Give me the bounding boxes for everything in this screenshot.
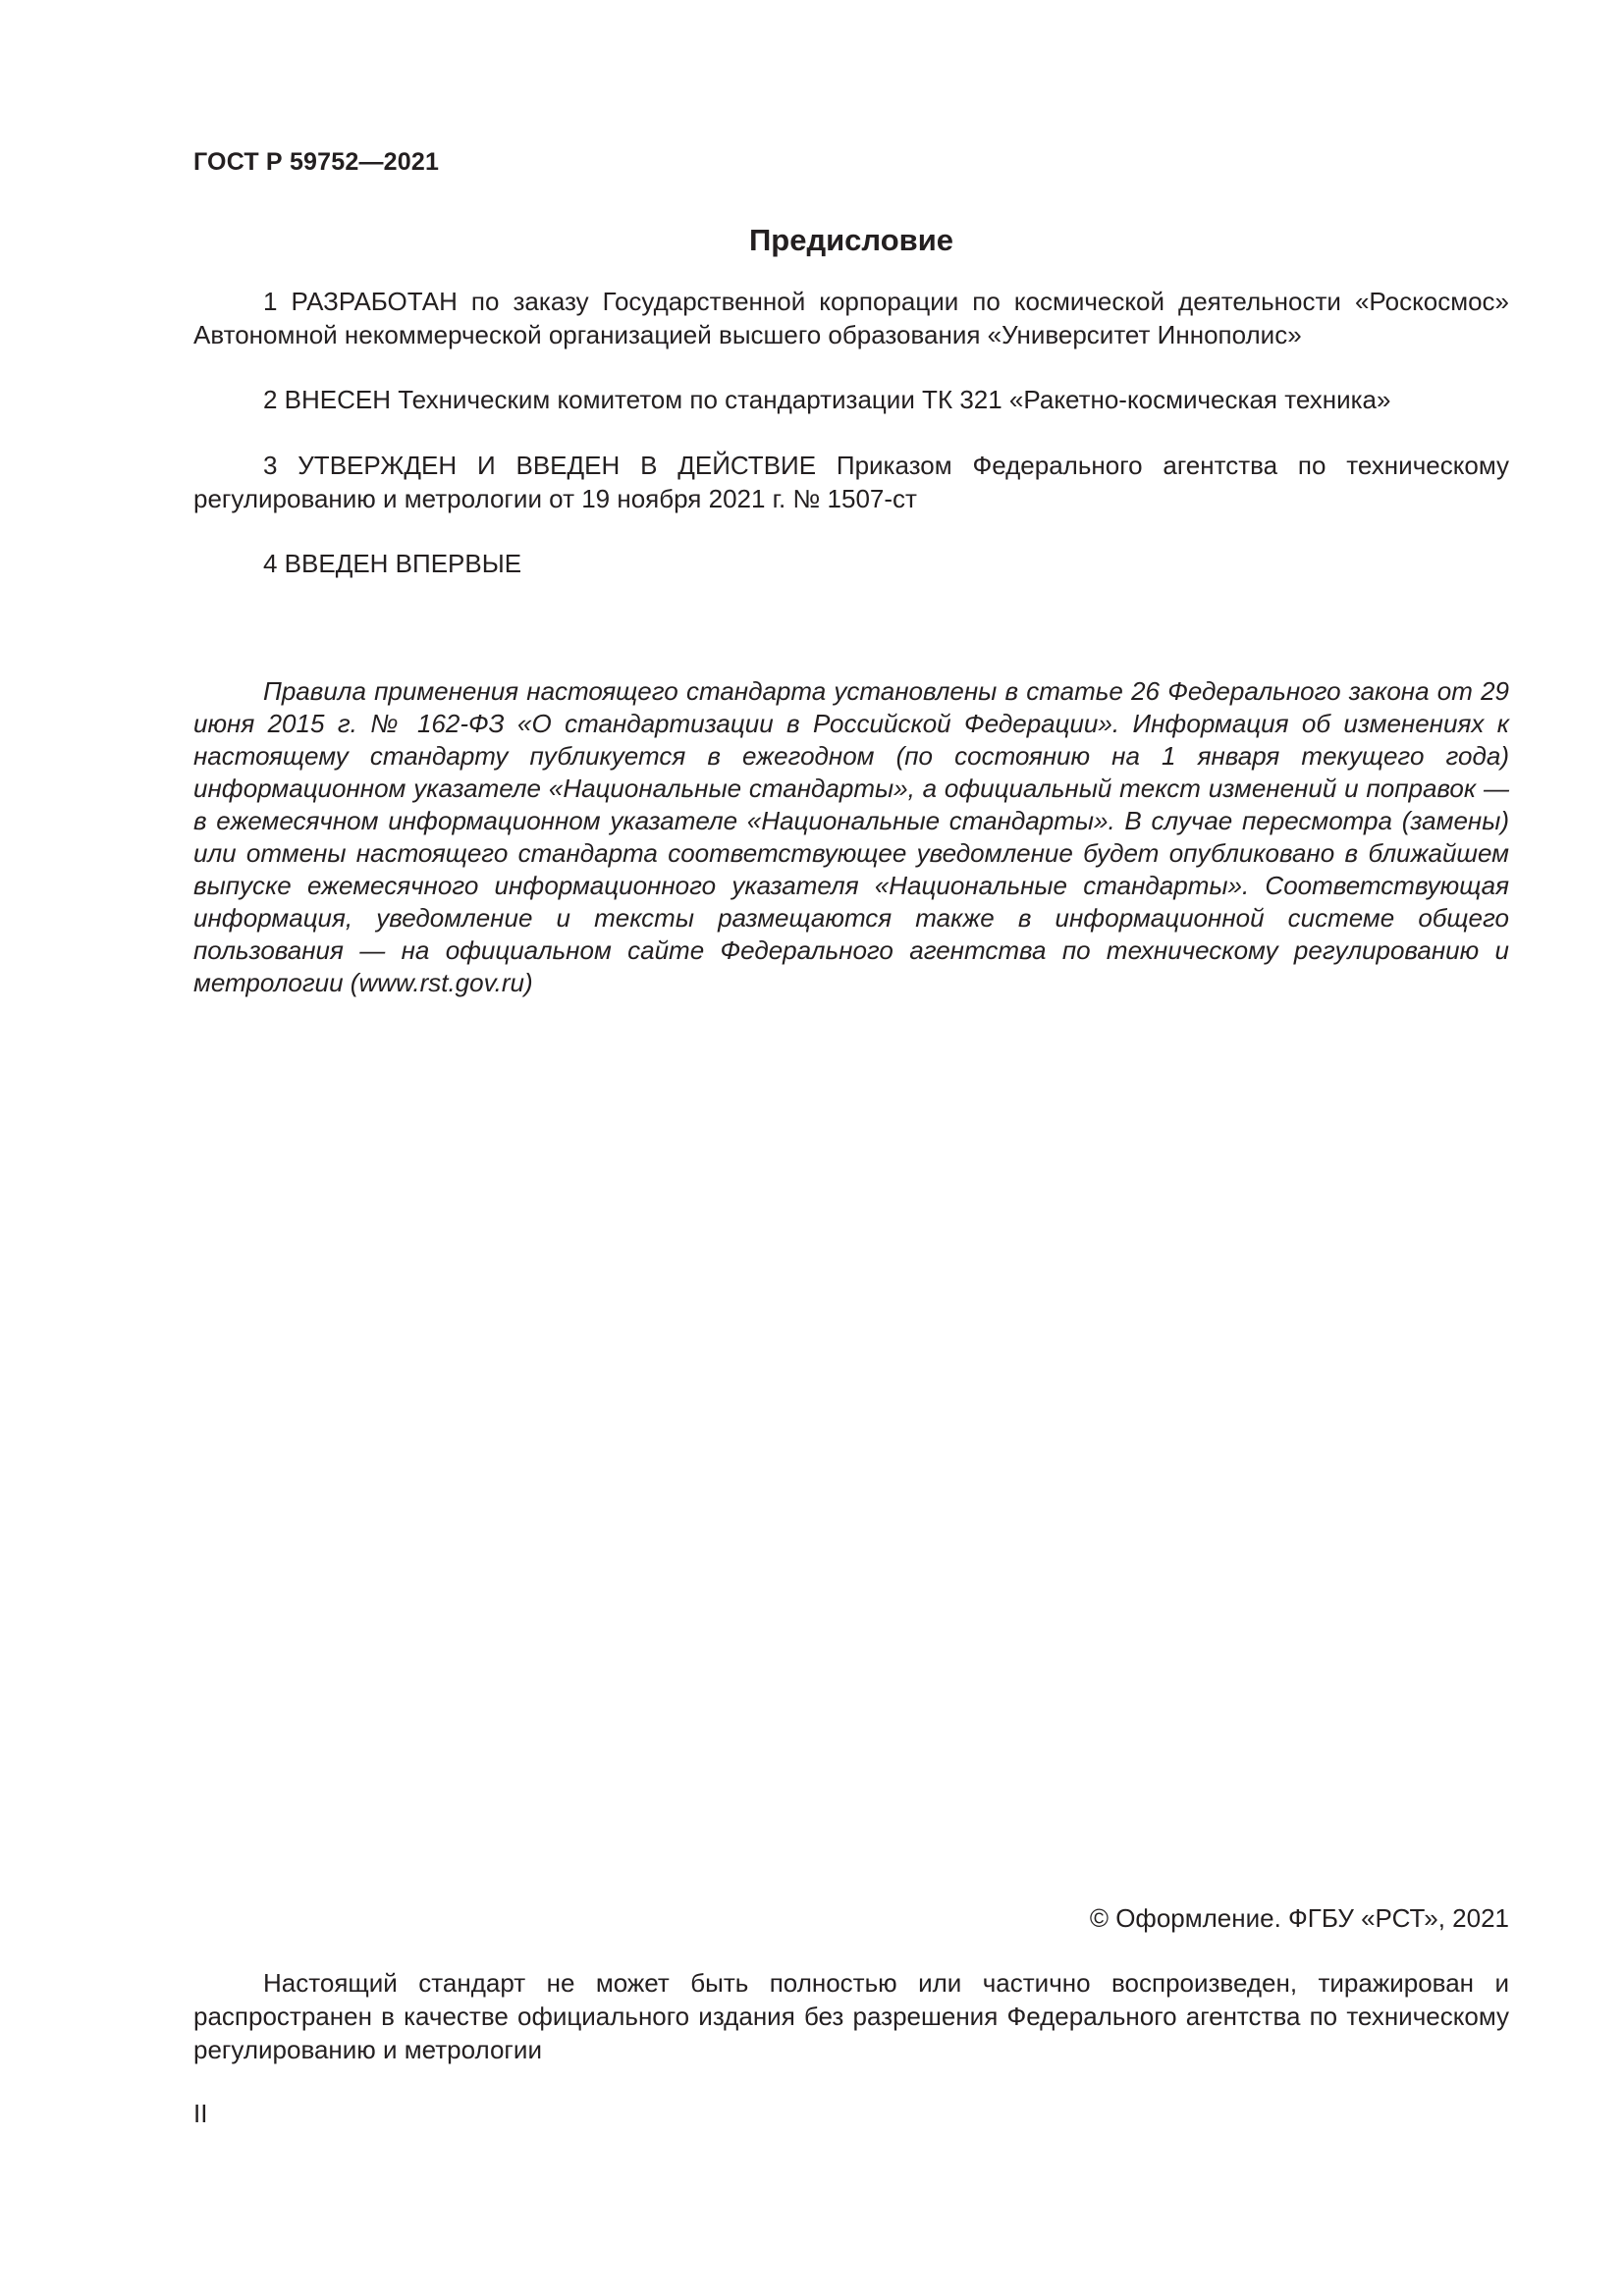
standard-code: ГОСТ Р 59752—2021 [193,148,440,176]
preface-item-4: 4 ВВЕДЕН ВПЕРВЫЕ [263,549,522,578]
copyright-notice: © Оформление. ФГБУ «РСТ», 2021 [1089,1903,1509,1933]
rules-note: Правила применения настоящего стандарта установлены в статье 26 Федерального закона от 29 июня 2015 г. № 162-ФЗ «О стандартизации в Российской Федерации». Информация об изменениях к настоящему стандарту публикуется в ежегодном (по состоянию на 1 января текущего года) информационном указателе «Национальные стандарты», а официальный текст изменений и поправок — в ежемесячном информационном указателе «Национальные стандарты». В случае пересмотра (замены) или отмены настоящего стандарта соответствующее уведомление будет опубликовано в ближайшем выпуске ежемесячного информационного указателя «Национальные стандарты». Соответствующая информация, уведомление и тексты размещаются также в информационной системе общего пользования — на официальном сайте Федерального агентства по техническому регулированию и метрологии (www.rst.gov.ru) [193,676,1509,997]
preface-item-1: 1 РАЗРАБОТАН по заказу Государственной корпорации по космической деятельности «Роскосмос» Автономной некоммерческой организацией высшего образования «Университет Иннополис» [193,287,1509,349]
preface-item-2: 2 ВНЕСЕН Техническим комитетом по стандартизации ТК 321 «Ракетно-космическая техника» [263,385,1391,414]
page-number: II [193,2099,208,2128]
preface-title: Предисловие [748,223,953,257]
preface-item-3: 3 УТВЕРЖДЕН И ВВЕДЕН В ДЕЙСТВИЕ Приказом Федерального агентства по техническому регулированию и метрологии от 19 ноября 2021 г. № 1507-ст [193,451,1509,513]
reproduction-note: Настоящий стандарт не может быть полностью или частично воспроизведен, тиражирован и распространен в качестве официального издания без разрешения Федерального агентства по техническому регулированию и метрологии [193,1968,1509,2064]
